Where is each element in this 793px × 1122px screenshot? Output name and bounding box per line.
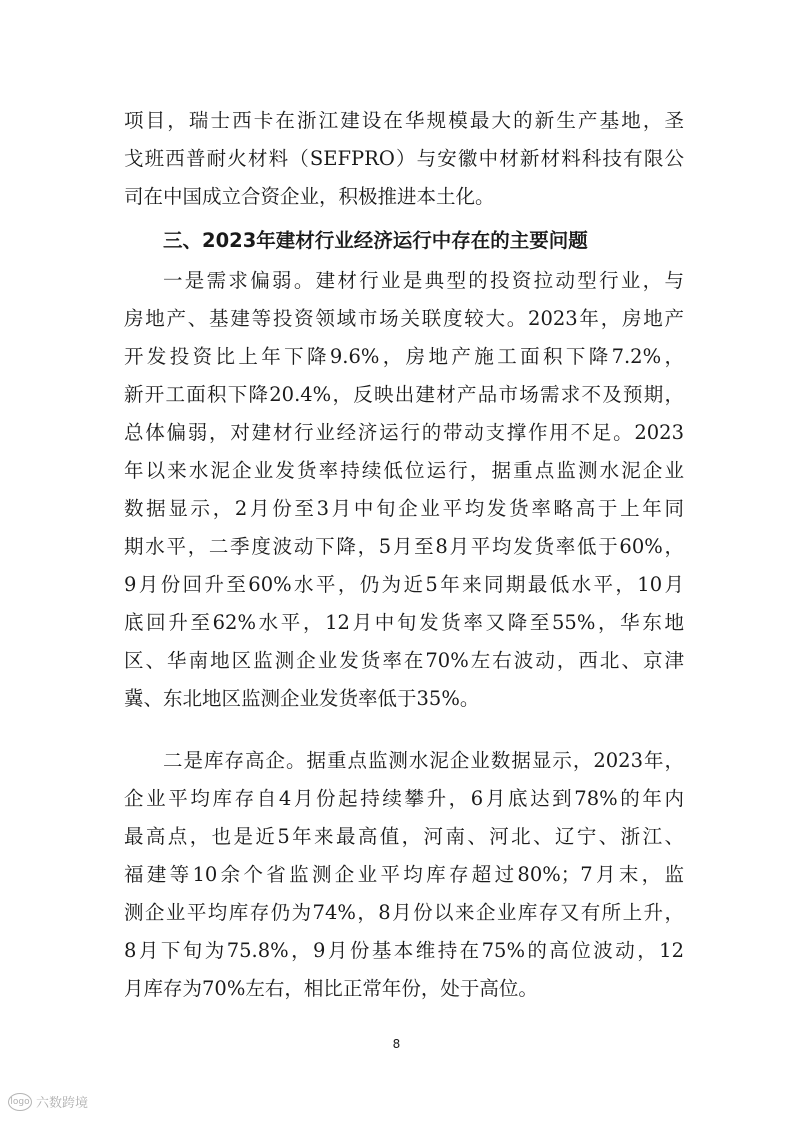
para2-line-7: 月库存为70%左右，相比正常年份，处于高位。	[124, 977, 538, 1000]
para1-line-6: 年以来水泥企业发货率持续低位运行，据重点监测水泥企业	[124, 459, 684, 482]
para1-line-7: 数据显示，2月份至3月中旬企业平均发货率略高于上年同	[124, 497, 684, 520]
para1-line-9: 9月份回升至60%水平，仍为近5年来同期最低水平，10月	[124, 573, 684, 596]
para2-line-5: 测企业平均库存仍为74%，8月份以来企业库存又有所上升，	[124, 901, 684, 924]
intro-line-1: 项目，瑞士西卡在浙江建设在华规模最大的新生产基地，圣	[124, 109, 684, 132]
para2-line-6: 8月下旬为75.8%，9月份基本维持在75%的高位波动，12	[124, 939, 684, 962]
para1-line-12: 冀、东北地区监测企业发货率低于35%。	[124, 687, 480, 710]
para1-line-4: 新开工面积下降20.4%，反映出建材产品市场需求不及预期，	[124, 383, 684, 406]
watermark-text: 六数跨境	[36, 1096, 89, 1111]
para2-line-2: 企业平均库存自4月份起持续攀升，6月底达到78%的年内	[124, 787, 684, 810]
intro-line-3: 司在中国成立合资企业，积极推进本土化。	[124, 185, 495, 208]
para1-line-11: 区、华南地区监测企业发货率在70%左右波动，西北、京津	[124, 649, 684, 672]
watermark-logo-icon: logo	[8, 1093, 32, 1111]
para2-line-1: 二是库存高企。据重点监测水泥企业数据显示，2023年，	[163, 749, 684, 772]
para1-line-10: 底回升至62%水平，12月中旬发货率又降至55%，华东地	[124, 611, 684, 634]
para2-line-4: 福建等10余个省监测企业平均库存超过80%；7月末，监	[124, 863, 684, 886]
intro-line-2: 戈班西普耐火材料（SEFPRO）与安徽中材新材料科技有限公	[124, 147, 684, 170]
watermark	[8, 1092, 88, 1111]
para1-line-2: 房地产、基建等投资领域市场关联度较大。2023年，房地产	[124, 307, 684, 330]
para1-line-5: 总体偏弱，对建材行业经济运行的带动支撑作用不足。2023	[124, 421, 684, 444]
para1-line-1: 一是需求偏弱。建材行业是典型的投资拉动型行业，与	[163, 269, 684, 292]
section-heading: 三、2023年建材行业经济运行中存在的主要问题	[163, 229, 588, 252]
para1-line-3: 开发投资比上年下降9.6%，房地产施工面积下降7.2%，	[124, 345, 684, 368]
para1-line-8: 期水平，二季度波动下降，5月至8月平均发货率低于60%，	[124, 535, 684, 558]
page-number: 8	[392, 1037, 401, 1051]
para2-line-3: 最高点，也是近5年来最高值，河南、河北、辽宁、浙江、	[124, 825, 684, 848]
